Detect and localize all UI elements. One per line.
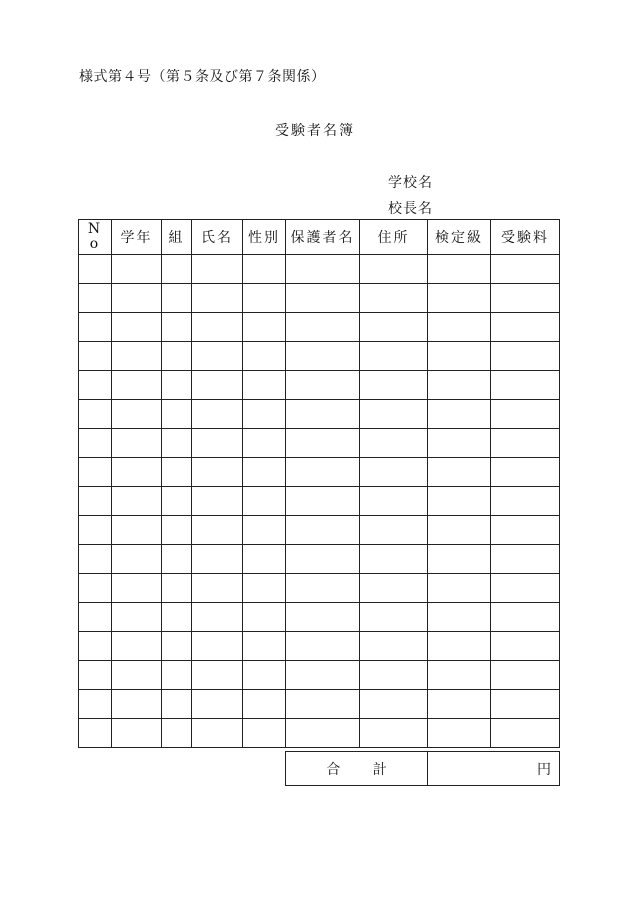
cell-guardian[interactable] (286, 342, 360, 371)
cell-guardian[interactable] (286, 632, 360, 661)
header-address: 住所 (360, 220, 428, 255)
cell-guardian[interactable] (286, 545, 360, 574)
cell-class[interactable] (162, 313, 192, 342)
header-no (79, 220, 112, 255)
cell-guardian[interactable] (286, 487, 360, 516)
cell-name[interactable] (192, 719, 243, 748)
header-class: 組 (162, 220, 192, 255)
table-row (79, 284, 560, 313)
cell-fee[interactable] (491, 661, 560, 690)
cell-address[interactable] (360, 371, 428, 400)
cell-guardian[interactable] (286, 574, 360, 603)
cell-grade[interactable] (112, 545, 162, 574)
cell-grade[interactable] (112, 516, 162, 545)
header-test-level: 検定級 (428, 220, 491, 255)
cell-address[interactable] (360, 690, 428, 719)
cell-address[interactable] (360, 574, 428, 603)
cell-no[interactable] (79, 603, 112, 632)
cell-test-level[interactable] (428, 429, 491, 458)
cell-no[interactable] (79, 690, 112, 719)
cell-fee[interactable] (491, 574, 560, 603)
cell-fee[interactable] (491, 255, 560, 284)
table-row (79, 574, 560, 603)
cell-no[interactable] (79, 487, 112, 516)
table-row (79, 661, 560, 690)
cell-test-level[interactable] (428, 574, 491, 603)
cell-grade[interactable] (112, 661, 162, 690)
header-no-line2: o (89, 236, 101, 252)
cell-name[interactable] (192, 371, 243, 400)
cell-class[interactable] (162, 487, 192, 516)
cell-name[interactable] (192, 313, 243, 342)
cell-gender[interactable] (243, 574, 286, 603)
cell-name[interactable] (192, 400, 243, 429)
total-table (285, 751, 560, 786)
cell-no[interactable] (79, 284, 112, 313)
cell-grade[interactable] (112, 429, 162, 458)
cell-fee[interactable] (491, 313, 560, 342)
table-row (79, 371, 560, 400)
header-no-line1: N (87, 221, 103, 237)
cell-fee[interactable] (491, 603, 560, 632)
cell-address[interactable] (360, 342, 428, 371)
cell-gender[interactable] (243, 284, 286, 313)
cell-name[interactable] (192, 458, 243, 487)
cell-grade[interactable] (112, 719, 162, 748)
cell-no[interactable] (79, 516, 112, 545)
cell-name[interactable] (192, 574, 243, 603)
cell-test-level[interactable] (428, 690, 491, 719)
cell-gender[interactable] (243, 632, 286, 661)
cell-no[interactable] (79, 429, 112, 458)
cell-gender[interactable] (243, 719, 286, 748)
cell-name[interactable] (192, 487, 243, 516)
cell-gender[interactable] (243, 661, 286, 690)
cell-gender[interactable] (243, 342, 286, 371)
cell-test-level[interactable] (428, 516, 491, 545)
roster-body (79, 255, 560, 748)
cell-address[interactable] (360, 429, 428, 458)
cell-gender[interactable] (243, 255, 286, 284)
cell-no[interactable] (79, 371, 112, 400)
cell-class[interactable] (162, 661, 192, 690)
cell-fee[interactable] (491, 516, 560, 545)
header-fee: 受験料 (491, 220, 560, 255)
table-header-row (79, 220, 560, 255)
cell-test-level[interactable] (428, 284, 491, 313)
cell-name[interactable] (192, 632, 243, 661)
cell-grade[interactable] (112, 458, 162, 487)
cell-grade[interactable] (112, 400, 162, 429)
cell-grade[interactable] (112, 255, 162, 284)
cell-no[interactable] (79, 632, 112, 661)
cell-gender[interactable] (243, 690, 286, 719)
total-row (286, 752, 560, 786)
cell-class[interactable] (162, 545, 192, 574)
cell-class[interactable] (162, 400, 192, 429)
cell-name[interactable] (192, 516, 243, 545)
cell-no[interactable] (79, 545, 112, 574)
cell-gender[interactable] (243, 429, 286, 458)
cell-guardian[interactable] (286, 429, 360, 458)
cell-address[interactable] (360, 400, 428, 429)
cell-class[interactable] (162, 574, 192, 603)
cell-grade[interactable] (112, 371, 162, 400)
cell-fee[interactable] (491, 400, 560, 429)
table-row (79, 400, 560, 429)
table-row (79, 632, 560, 661)
cell-address[interactable] (360, 313, 428, 342)
cell-grade[interactable] (112, 690, 162, 719)
cell-name[interactable] (192, 603, 243, 632)
table-row (79, 255, 560, 284)
cell-fee[interactable] (491, 284, 560, 313)
cell-name[interactable] (192, 342, 243, 371)
cell-class[interactable] (162, 719, 192, 748)
table-row (79, 545, 560, 574)
cell-no[interactable] (79, 719, 112, 748)
cell-address[interactable] (360, 255, 428, 284)
cell-gender[interactable] (243, 516, 286, 545)
cell-test-level[interactable] (428, 458, 491, 487)
table-row (79, 719, 560, 748)
cell-fee[interactable] (491, 632, 560, 661)
cell-guardian[interactable] (286, 719, 360, 748)
cell-no[interactable] (79, 342, 112, 371)
cell-fee[interactable] (491, 371, 560, 400)
cell-address[interactable] (360, 545, 428, 574)
cell-gender[interactable] (243, 603, 286, 632)
header-grade: 学年 (112, 220, 162, 255)
cell-test-level[interactable] (428, 400, 491, 429)
cell-fee[interactable] (491, 719, 560, 748)
header-guardian: 保護者名 (286, 220, 360, 255)
cell-grade[interactable] (112, 603, 162, 632)
table-row (79, 487, 560, 516)
cell-gender[interactable] (243, 371, 286, 400)
cell-gender[interactable] (243, 400, 286, 429)
cell-no[interactable] (79, 313, 112, 342)
cell-fee[interactable] (491, 690, 560, 719)
cell-test-level[interactable] (428, 545, 491, 574)
cell-class[interactable] (162, 516, 192, 545)
header-name: 氏名 (192, 220, 243, 255)
cell-class[interactable] (162, 371, 192, 400)
header-gender: 性別 (243, 220, 286, 255)
cell-fee[interactable] (491, 487, 560, 516)
cell-name[interactable] (192, 429, 243, 458)
cell-test-level[interactable] (428, 371, 491, 400)
cell-class[interactable] (162, 284, 192, 313)
page-title: 受験者名簿 (275, 123, 355, 139)
cell-grade[interactable] (112, 632, 162, 661)
table-row (79, 516, 560, 545)
cell-address[interactable] (360, 603, 428, 632)
cell-guardian[interactable] (286, 661, 360, 690)
cell-test-level[interactable] (428, 313, 491, 342)
cell-fee[interactable] (491, 458, 560, 487)
cell-class[interactable] (162, 690, 192, 719)
cell-address[interactable] (360, 458, 428, 487)
form-number: 様式第４号（第５条及び第７条関係） (79, 69, 326, 85)
cell-grade[interactable] (112, 313, 162, 342)
cell-address[interactable] (360, 487, 428, 516)
cell-name[interactable] (192, 284, 243, 313)
cell-address[interactable] (360, 719, 428, 748)
total-label: 合 計 (286, 752, 428, 786)
cell-name[interactable] (192, 545, 243, 574)
cell-gender[interactable] (243, 487, 286, 516)
table-row (79, 429, 560, 458)
cell-test-level[interactable] (428, 342, 491, 371)
cell-no[interactable] (79, 255, 112, 284)
cell-test-level[interactable] (428, 255, 491, 284)
cell-grade[interactable] (112, 342, 162, 371)
cell-class[interactable] (162, 603, 192, 632)
cell-no[interactable] (79, 574, 112, 603)
cell-address[interactable] (360, 661, 428, 690)
total-amount-field[interactable]: 円 (428, 752, 560, 786)
cell-fee[interactable] (491, 545, 560, 574)
school-name-label: 学校名 (388, 175, 433, 191)
cell-guardian[interactable] (286, 458, 360, 487)
cell-guardian[interactable] (286, 371, 360, 400)
cell-grade[interactable] (112, 574, 162, 603)
table-row (79, 603, 560, 632)
cell-class[interactable] (162, 458, 192, 487)
cell-guardian[interactable] (286, 255, 360, 284)
cell-guardian[interactable] (286, 516, 360, 545)
cell-name[interactable] (192, 690, 243, 719)
principal-name-label: 校長名 (388, 201, 433, 217)
cell-gender[interactable] (243, 313, 286, 342)
cell-grade[interactable] (112, 487, 162, 516)
cell-no[interactable] (79, 400, 112, 429)
cell-guardian[interactable] (286, 313, 360, 342)
table-row (79, 458, 560, 487)
cell-test-level[interactable] (428, 661, 491, 690)
cell-address[interactable] (360, 516, 428, 545)
cell-class[interactable] (162, 429, 192, 458)
cell-name[interactable] (192, 255, 243, 284)
cell-address[interactable] (360, 632, 428, 661)
table-row (79, 313, 560, 342)
cell-test-level[interactable] (428, 487, 491, 516)
table-row (79, 690, 560, 719)
cell-fee[interactable] (491, 429, 560, 458)
cell-class[interactable] (162, 255, 192, 284)
cell-no[interactable] (79, 661, 112, 690)
cell-guardian[interactable] (286, 603, 360, 632)
cell-guardian[interactable] (286, 284, 360, 313)
cell-guardian[interactable] (286, 690, 360, 719)
cell-fee[interactable] (491, 342, 560, 371)
cell-test-level[interactable] (428, 632, 491, 661)
table-row (79, 342, 560, 371)
cell-test-level[interactable] (428, 603, 491, 632)
cell-class[interactable] (162, 632, 192, 661)
cell-name[interactable] (192, 661, 243, 690)
cell-class[interactable] (162, 342, 192, 371)
cell-address[interactable] (360, 284, 428, 313)
cell-guardian[interactable] (286, 400, 360, 429)
cell-no[interactable] (79, 458, 112, 487)
cell-gender[interactable] (243, 545, 286, 574)
cell-test-level[interactable] (428, 719, 491, 748)
cell-gender[interactable] (243, 458, 286, 487)
cell-grade[interactable] (112, 284, 162, 313)
examinee-roster-table (78, 219, 560, 748)
